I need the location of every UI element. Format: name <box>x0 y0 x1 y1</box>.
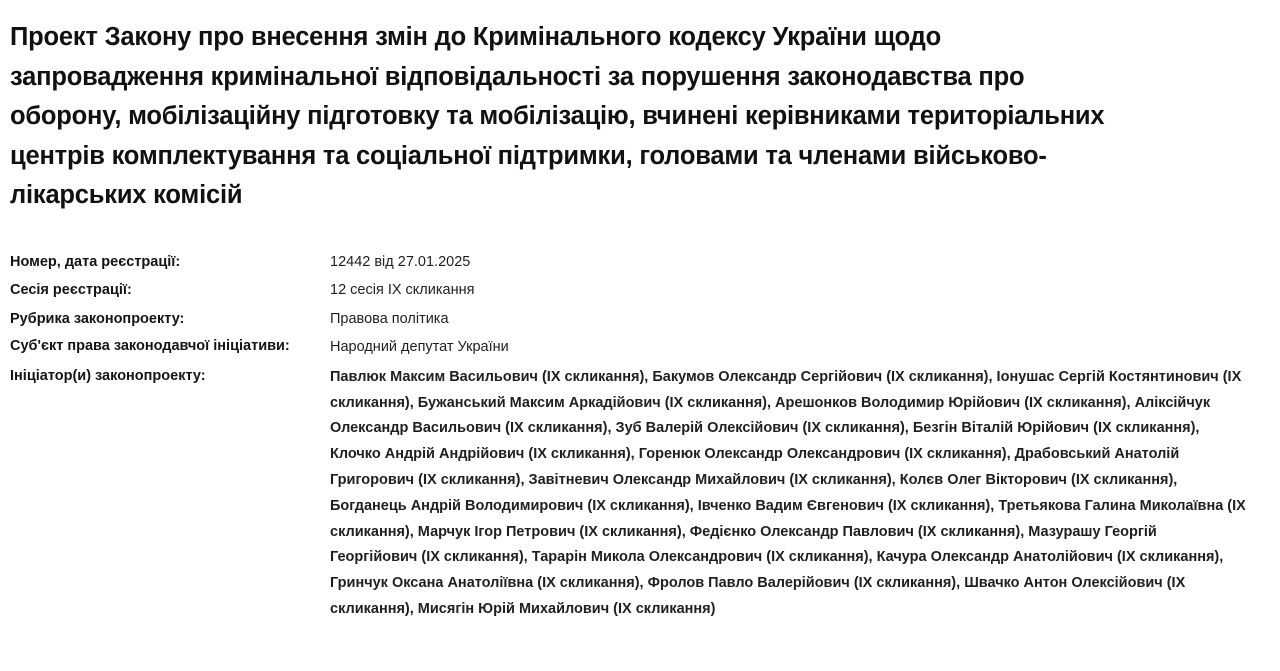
field-value-subject-of-initiative: Народний депутат України <box>330 339 509 356</box>
document-metadata <box>10 248 1246 627</box>
field-label-registration-number: Номер, дата реєстрації: <box>10 253 181 270</box>
field-value-registration-number: 12442 від 27.01.2025 <box>330 253 471 270</box>
field-value-rubric: Правова політика <box>330 310 449 327</box>
field-label-subject-of-initiative: Суб'єкт права законодавчої ініціативи: <box>10 338 290 355</box>
field-label-initiators: Ініціатор(и) законопроекту: <box>10 367 206 384</box>
page-title: Проект Закону про внесення змін до Кримінального кодексу України щодо запровадження кримінальної відповідальності за порушення законодавства про оборону, мобілізаційну підготовку та мобілізацію, вчинені керівниками територіальних центрів комплектування та соціальної підтримки, головами та членами військово-лікарських комісій <box>10 23 1105 210</box>
field-label-rubric: Рубрика законопроекту: <box>10 310 185 327</box>
field-value-initiators: Павлюк Максим Васильович (IX скликання), Бакумов Олександр Сергійович (IX скликання), Іонушас Сергій Костянтинович (IX скликання), Бужанський Максим Аркадійович (IX скликання), Арешонков Володимир Юрійович (IX скликання), Аліксійчук Олександр Васильович (IX скликання), Зуб Валерій Олексійович (IX скликання), Безгін Віталій Юрійович (IX скликання), Клочко Андрій Андрійович (IX скликання), Горенюк Олександр Олександрович (IX скликання), Драбовський Анатолій Григорович (IX скликання), Завітневич Олександр Михайлович (IX скликання), Колєв Олег Вікторович (IX скликання), Богданець Андрій Володимирович (IX скликання), Івченко Вадим Євгенович (IX скликання), Третьякова Галина Миколаївна (IX скликання), Марчук Ігор Петрович (IX скликання), Федієнко Олександр Павлович (IX скликання), Мазурашу Георгій Георгійович (IX скликання), Тарарін Микола Олександрович (IX скликання), Качура Олександр Анатолійович (IX скликання), Гринчук Оксана Анатоліївна (IX скликання), Фролов Павло Валерійович (IX скликання), Швачко Антон Олексійович (IX скликання), Мисягін Юрій Михайлович (IX скликання) <box>330 368 1246 618</box>
field-label-session: Сесія реєстрації: <box>10 282 132 299</box>
field-value-session: 12 сесія IX скликання <box>330 282 475 299</box>
